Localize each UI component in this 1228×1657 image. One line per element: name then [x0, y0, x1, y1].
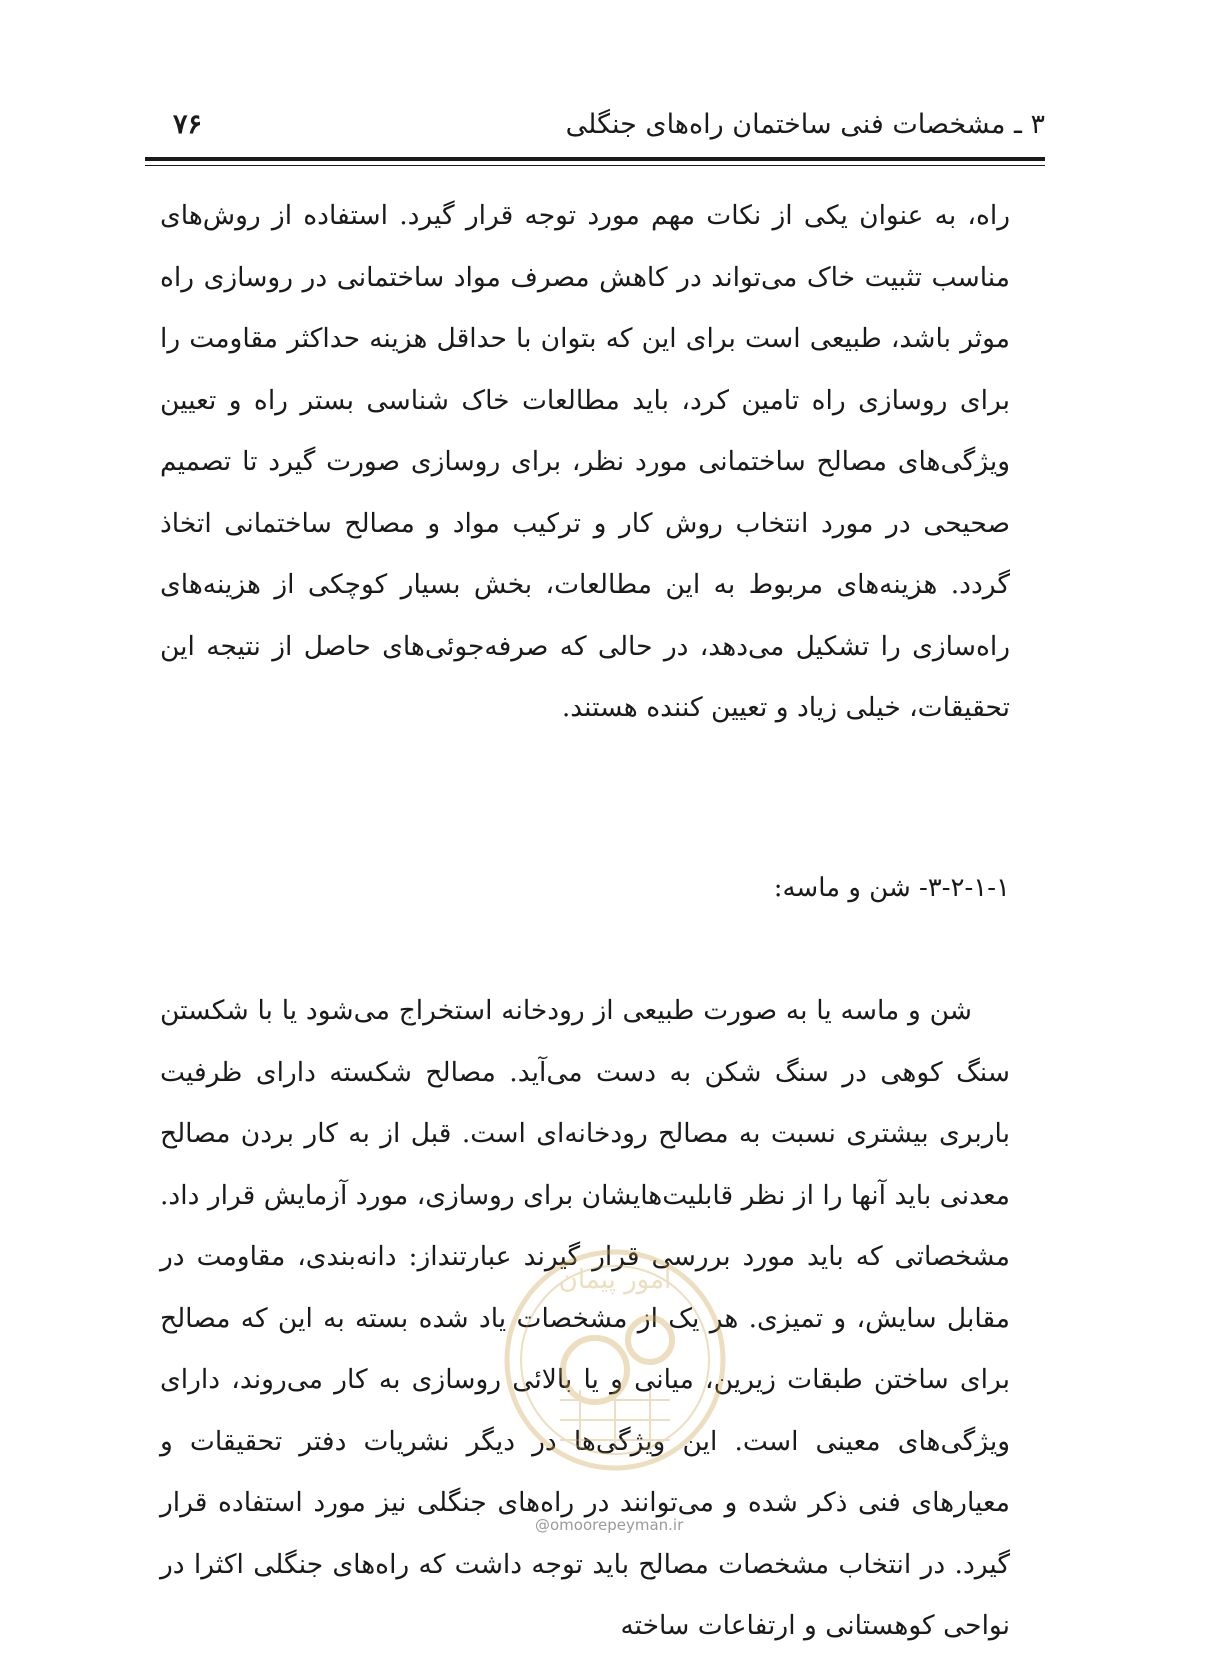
stamp-text: امور پیمان: [558, 1265, 672, 1295]
watermark-url: @omoorepeyman.ir: [535, 1516, 684, 1534]
page-number: ۷۶: [173, 109, 203, 140]
header-rule-thin: [145, 165, 1045, 166]
running-title: ۳ ـ مشخصات فنی ساختمان راه‌های جنگلی: [565, 109, 1045, 140]
section-heading: ۳-۲-۱-۱- شن و ماسه:: [773, 873, 1010, 903]
header-rule-thick: [145, 157, 1045, 161]
page-header: [145, 105, 1045, 155]
paragraph-2: شن و ماسه یا به صورت طبیعی از رودخانه استخراج می‌شود یا با شکستن سنگ کوهی در سنگ شکن به دست می‌آید. مصالح شکسته دارای ظرفیت باربری بیشتری نسبت به مصالح رودخانه‌ای است. قبل از به کار بردن مصالح معدنی باید آنها را از نظر قابلیت‌هایشان برای روسازی، مورد آزمایش قرار داد. مشخصاتی که باید مورد بررسی قرار گیرند عبارتنداز: دانه‌بندی، مقاومت در مقابل سایش، و تمیزی. هر یک از مشخصات یاد شده بسته به این که مصالح برای ساختن طبقات زیرین، میانی و یا بالائی روسازی به کار می‌روند، دارای ویژگی‌های معینی است. این ویژگی‌ها در دیگر نشریات دفتر تحقیقات و معیارهای فنی ذکر شده و می‌توانند در راه‌های جنگلی نیز مورد استفاده قرار گیرد. در انتخاب مشخصات مصالح باید توجه داشت که راه‌های جنگلی اکثرا در نواحی کوهستانی و ارتفاعات ساخته: [160, 995, 1010, 1641]
watermark-stamp: [500, 1230, 730, 1520]
paragraph-1: راه، به عنوان یکی از نکات مهم مورد توجه قرار گیرد. استفاده از روش‌های مناسب تثبیت خاک می‌تواند در کاهش مصرف مواد ساختمانی در روسازی راه موثر باشد، طبیعی است برای این که بتوان با حداقل هزینه حداکثر مقاومت را برای روسازی راه تامین کرد، باید مطالعات خاک شناسی بستر راه و تعیین ویژگی‌های مصالح ساختمانی مورد نظر، برای روسازی صورت گیرد تا تصمیم صحیحی در مورد انتخاب روش کار و ترکیب مواد و مصالح ساختمانی اتخاذ گردد. هزینه‌های مربوط به این مطالعات، بخش بسیار کوچکی از هزینه‌های راه‌سازی را تشکیل می‌دهد، در حالی که صرفه‌جوئی‌های حاصل از نتیجه این تحقیقات، خیلی زیاد و تعیین کننده هستند.: [160, 200, 1010, 723]
